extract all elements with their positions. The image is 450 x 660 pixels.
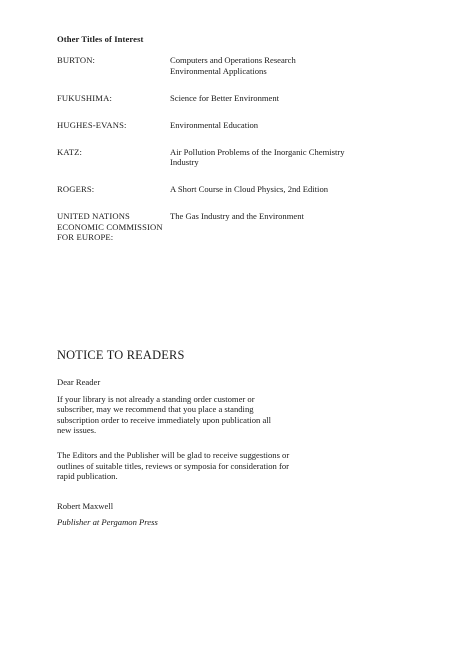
- notice-heading: NOTICE TO READERS: [57, 348, 185, 362]
- notice-paragraph: If your library is not already a standing order customer or subscriber, may we recommend that you place a standing subscription order to receive immediately upon publication all new issues.: [57, 393, 272, 436]
- entry-title: The Gas Industry and the Environment: [170, 211, 304, 222]
- entry-titles: [170, 120, 397, 131]
- notice-to-readers: [57, 348, 297, 528]
- entry-titles: [170, 184, 397, 195]
- list-item: [57, 211, 397, 243]
- entry-author: HUGHES-EVANS:: [57, 119, 127, 130]
- entry-titles: [170, 55, 397, 76]
- entry-author: FUKUSHIMA:: [57, 92, 112, 103]
- entry-titles: [170, 93, 397, 104]
- entry-author: ROGERS:: [57, 184, 95, 195]
- list-item: [57, 184, 397, 195]
- list-item: [57, 55, 397, 76]
- entry-title: A Short Course in Cloud Physics, 2nd Edition: [170, 184, 329, 195]
- signature-title: Publisher at Pergamon Press: [57, 517, 158, 528]
- entry-author: UNITED NATIONS ECONOMIC COMMISSION FOR EUROPE:: [57, 211, 163, 243]
- entry-titles: [170, 147, 397, 168]
- salutation: Dear Reader: [57, 377, 101, 387]
- list-item: [57, 147, 397, 168]
- entry-title: Air Pollution Problems of the Inorganic Chemistry Industry: [170, 146, 345, 168]
- entry-title: Environmental Education: [170, 119, 259, 130]
- other-titles-heading: Other Titles of Interest: [57, 34, 144, 44]
- entry-author: BURTON:: [57, 55, 96, 65]
- titles-list: [57, 55, 397, 259]
- entry-title: Environmental Applications: [170, 65, 267, 76]
- entry-title: Computers and Operations Research: [170, 55, 296, 65]
- entry-titles: [170, 211, 397, 243]
- list-item: [57, 93, 397, 104]
- notice-paragraph: The Editors and the Publisher will be glad to receive suggestions or outlines of suitable titles, reviews or symposia for consideration for rapid publication.: [57, 449, 290, 482]
- list-item: [57, 120, 397, 131]
- signature-name: Robert Maxwell: [57, 500, 114, 511]
- entry-author: KATZ:: [57, 146, 83, 157]
- entry-title: Science for Better Environment: [170, 92, 280, 103]
